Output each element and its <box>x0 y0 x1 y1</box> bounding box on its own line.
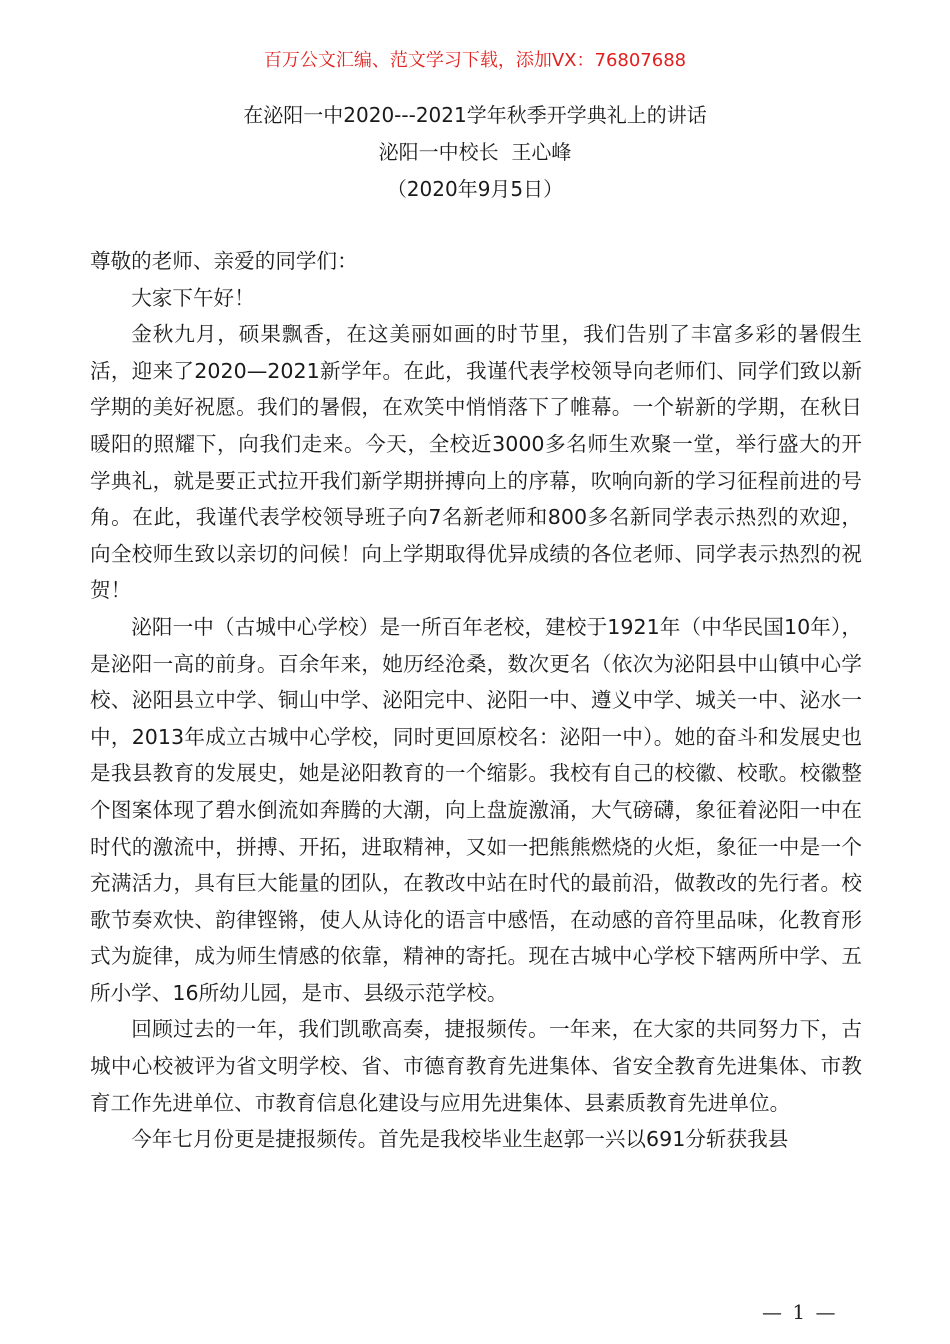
paragraph-july-results: 今年七月份更是捷报频传。首先是我校毕业生赵郭一兴以691分斩获我县 <box>131 1127 789 1152</box>
salutation: 尊敬的老师、亲爱的同学们： <box>90 249 358 273</box>
page-number: — 1 — <box>762 1300 838 1324</box>
document-header <box>0 97 950 208</box>
document-body <box>90 243 862 1158</box>
paragraph-greeting: 大家下午好！ <box>131 285 255 310</box>
document-title: 在泌阳一中2020---2021学年秋季开学典礼上的讲话 <box>243 103 707 127</box>
document-date: （2020年9月5日） <box>386 177 564 201</box>
paragraph-school-history: 泌阳一中（古城中心学校）是一所百年老校，建校于1921年（中华民国10年），是泌阳一高的前身。百余年来，她历经沧桑，数次更名（依次为泌阳县中山镇中心学校、泌阳县立中学、铜山中学、泌阳完中、泌阳一中、遵义中学、城关一中、泌水一中，2013年成立古城中心学校，同时更回原校名：泌阳一中）。她的奋斗和发展史也是我县教育的发展史，她是泌阳教育的一个缩影。我校有自己的校徽、校歌。校徽整个图案体现了碧水倒流如奔腾的大潮，向上盘旋激涌，大气磅礴，象征着泌阳一中在时代的激流中，拼搏、开拓，进取精神，又如一把熊熊燃烧的火炬，象征一中是一个充满活力，具有巨大能量的团队，在教改中站在时代的最前沿，做教改的先行者。校歌节奏欢快、韵律铿锵，使人从诗化的语言中感悟，在动感的音符里品味，化教育形式为旋律，成为师生情感的依靠，精神的寄托。现在古城中心学校下辖两所中学、五所小学、16所幼儿园，是市、县级示范学校。 <box>90 614 862 1005</box>
paragraph-opening: 金秋九月，硕果飘香，在这美丽如画的时节里，我们告别了丰富多彩的暑假生活，迎来了2020—2021新学年。在此，我谨代表学校领导向老师们、同学们致以新学期的美好祝愿。我们的暑假，在欢笑中悄悄落下了帷幕。一个崭新的学期，在秋日暖阳的照耀下，向我们走来。今天，全校近3000多名师生欢聚一堂，举行盛大的开学典礼，就是要正式拉开我们新学期拼搏向上的序幕，吹响向新的学习征程前进的号角。在此，我谨代表学校领导班子向7名新老师和800多名新同学表示热烈的欢迎，向全校师生致以亲切的问候！向上学期取得优异成绩的各位老师、同学表示热烈的祝贺！ <box>90 322 862 603</box>
document-author: 泌阳一中校长 王心峰 <box>378 140 572 164</box>
paragraph-achievements: 回顾过去的一年，我们凯歌高奏，捷报频传。一年来，在大家的共同努力下，古城中心校被评为省文明学校、省、市德育教育先进集体、省安全教育先进集体、市教育工作先进单位、市教育信息化建设与应用先进集体、县素质教育先进单位。 <box>90 1017 862 1115</box>
download-banner: 百万公文汇编、范文学习下载，添加VX：76807688 <box>263 50 687 71</box>
